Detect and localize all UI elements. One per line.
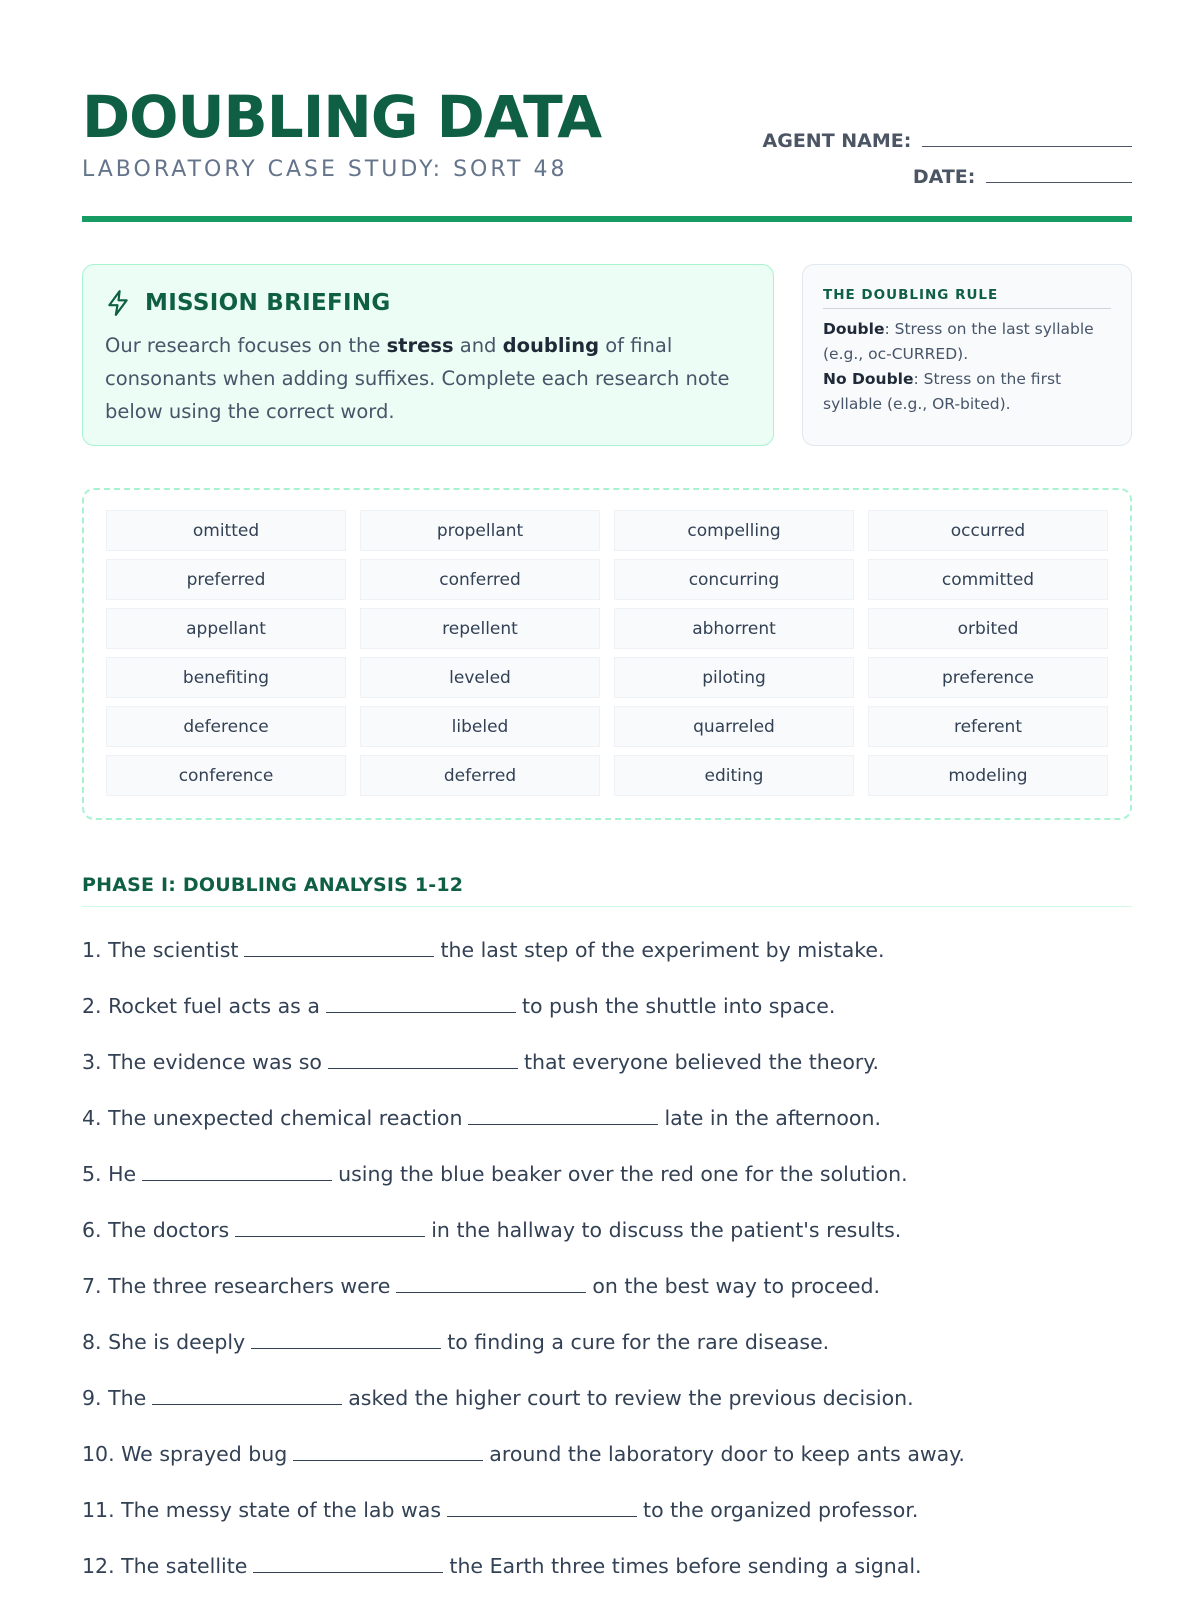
word-bank-item: concurring: [614, 559, 854, 600]
question-row: [82, 1538, 1132, 1594]
question-row: [82, 1258, 1132, 1314]
question-row: [82, 1314, 1132, 1370]
question-text-before: 2. Rocket fuel acts as a: [82, 994, 320, 1018]
word-bank-grid: [106, 510, 1108, 796]
question-text-after: around the laboratory door to keep ants away.: [489, 1442, 965, 1466]
briefing-text-part: Our research focuses on the: [105, 334, 387, 357]
answer-blank[interactable]: [396, 1270, 586, 1293]
page-subtitle: LABORATORY CASE STUDY: SORT 48: [82, 157, 568, 182]
word-bank-item: preference: [868, 657, 1108, 698]
briefing-bold-doubling: doubling: [502, 334, 600, 357]
page-header: [82, 82, 1132, 222]
word-bank-item: committed: [868, 559, 1108, 600]
question-text-before: 6. The doctors: [82, 1218, 230, 1242]
question-text-after: late in the afternoon.: [664, 1106, 881, 1130]
question-row: [82, 1426, 1132, 1482]
word-bank-item: leveled: [360, 657, 600, 698]
word-bank-item: orbited: [868, 608, 1108, 649]
briefing-bold-stress: stress: [386, 334, 454, 357]
mission-briefing-panel: [82, 264, 774, 446]
word-bank-item: deferred: [360, 755, 600, 796]
briefing-text-part: and: [453, 334, 503, 357]
word-bank-item: preferred: [106, 559, 346, 600]
date-field: [763, 162, 1132, 190]
answer-blank[interactable]: [244, 934, 434, 957]
question-text-before: 12. The satellite: [82, 1554, 248, 1578]
word-bank-item: deference: [106, 706, 346, 747]
word-bank-item: compelling: [614, 510, 854, 551]
word-bank-item: appellant: [106, 608, 346, 649]
question-text-after: asked the higher court to review the previous decision.: [348, 1386, 914, 1410]
answer-blank[interactable]: [447, 1494, 637, 1517]
briefing-header: [105, 285, 753, 321]
question-text-after: using the blue beaker over the red one for the solution.: [338, 1162, 908, 1186]
agent-name-label: AGENT NAME:: [762, 130, 912, 152]
question-text-before: 11. The messy state of the lab was: [82, 1498, 442, 1522]
rule-double-label: Double: [823, 320, 885, 338]
answer-blank[interactable]: [152, 1382, 342, 1405]
question-text-after: the Earth three times before sending a signal.: [449, 1554, 922, 1578]
question-text-after: in the hallway to discuss the patient's results.: [431, 1218, 902, 1242]
question-text-after: to the organized professor.: [643, 1498, 919, 1522]
briefing-title: MISSION BRIEFING: [145, 290, 391, 316]
word-bank-item: omitted: [106, 510, 346, 551]
rule-double-text: : Stress on the last syllable (e.g., oc-CURRED).: [823, 320, 1094, 363]
word-bank-item: repellent: [360, 608, 600, 649]
question-text-after: the last step of the experiment by mistake.: [440, 938, 885, 962]
word-bank: [82, 488, 1132, 820]
agent-fields: [763, 126, 1132, 198]
agent-name-line[interactable]: [922, 126, 1132, 147]
question-list: [82, 922, 1132, 1594]
word-bank-item: modeling: [868, 755, 1108, 796]
answer-blank[interactable]: [235, 1214, 425, 1237]
question-text-after: that everyone believed the theory.: [523, 1050, 880, 1074]
page-title: DOUBLING DATA: [82, 83, 602, 151]
question-row: [82, 978, 1132, 1034]
question-text-before: 7. The three researchers were: [82, 1274, 391, 1298]
question-text-before: 4. The unexpected chemical reaction: [82, 1106, 463, 1130]
answer-blank[interactable]: [253, 1550, 443, 1573]
rule-no-double: [823, 367, 1111, 417]
answer-blank[interactable]: [142, 1158, 332, 1181]
rule-double: [823, 317, 1111, 367]
lightning-bolt-icon: [105, 289, 131, 317]
rule-no-double-label: No Double: [823, 370, 914, 388]
question-text-before: 9. The: [82, 1386, 147, 1410]
rule-no-double-text: : Stress on the first syllable (e.g., OR-bited).: [823, 370, 1062, 413]
word-bank-item: libeled: [360, 706, 600, 747]
question-row: [82, 1090, 1132, 1146]
date-line[interactable]: [986, 162, 1132, 183]
answer-blank[interactable]: [328, 1046, 518, 1069]
date-label: DATE:: [912, 166, 976, 188]
word-bank-item: occurred: [868, 510, 1108, 551]
answer-blank[interactable]: [293, 1438, 483, 1461]
briefing-text: [105, 329, 753, 428]
question-row: [82, 922, 1132, 978]
word-bank-item: quarreled: [614, 706, 854, 747]
question-row: [82, 1202, 1132, 1258]
answer-blank[interactable]: [251, 1326, 441, 1349]
word-bank-item: conference: [106, 755, 346, 796]
question-text-before: 3. The evidence was so: [82, 1050, 322, 1074]
question-text-before: 10. We sprayed bug: [82, 1442, 288, 1466]
word-bank-item: propellant: [360, 510, 600, 551]
question-text-before: 1. The scientist: [82, 938, 239, 962]
word-bank-item: conferred: [360, 559, 600, 600]
question-text-before: 8. She is deeply: [82, 1330, 246, 1354]
rule-title: THE DOUBLING RULE: [823, 287, 1111, 309]
phase-title: PHASE I: DOUBLING ANALYSIS 1-12: [82, 874, 1132, 907]
word-bank-item: benefiting: [106, 657, 346, 698]
briefing-text-part: of final consonants when adding suffixes. Complete each research note below using the correct word.: [105, 334, 730, 423]
agent-name-field: [763, 126, 1132, 154]
doubling-rule-panel: [802, 264, 1132, 446]
rule-text: [823, 317, 1111, 417]
answer-blank[interactable]: [468, 1102, 658, 1125]
word-bank-item: referent: [868, 706, 1108, 747]
question-text-after: to finding a cure for the rare disease.: [447, 1330, 830, 1354]
word-bank-item: editing: [614, 755, 854, 796]
question-text-after: to push the shuttle into space.: [521, 994, 836, 1018]
question-row: [82, 1370, 1132, 1426]
word-bank-item: abhorrent: [614, 608, 854, 649]
question-text-after: on the best way to proceed.: [592, 1274, 881, 1298]
header-divider: [82, 216, 1132, 222]
question-text-before: 5. He: [82, 1162, 137, 1186]
word-bank-item: piloting: [614, 657, 854, 698]
question-row: [82, 1482, 1132, 1538]
question-row: [82, 1034, 1132, 1090]
question-row: [82, 1146, 1132, 1202]
answer-blank[interactable]: [326, 990, 516, 1013]
